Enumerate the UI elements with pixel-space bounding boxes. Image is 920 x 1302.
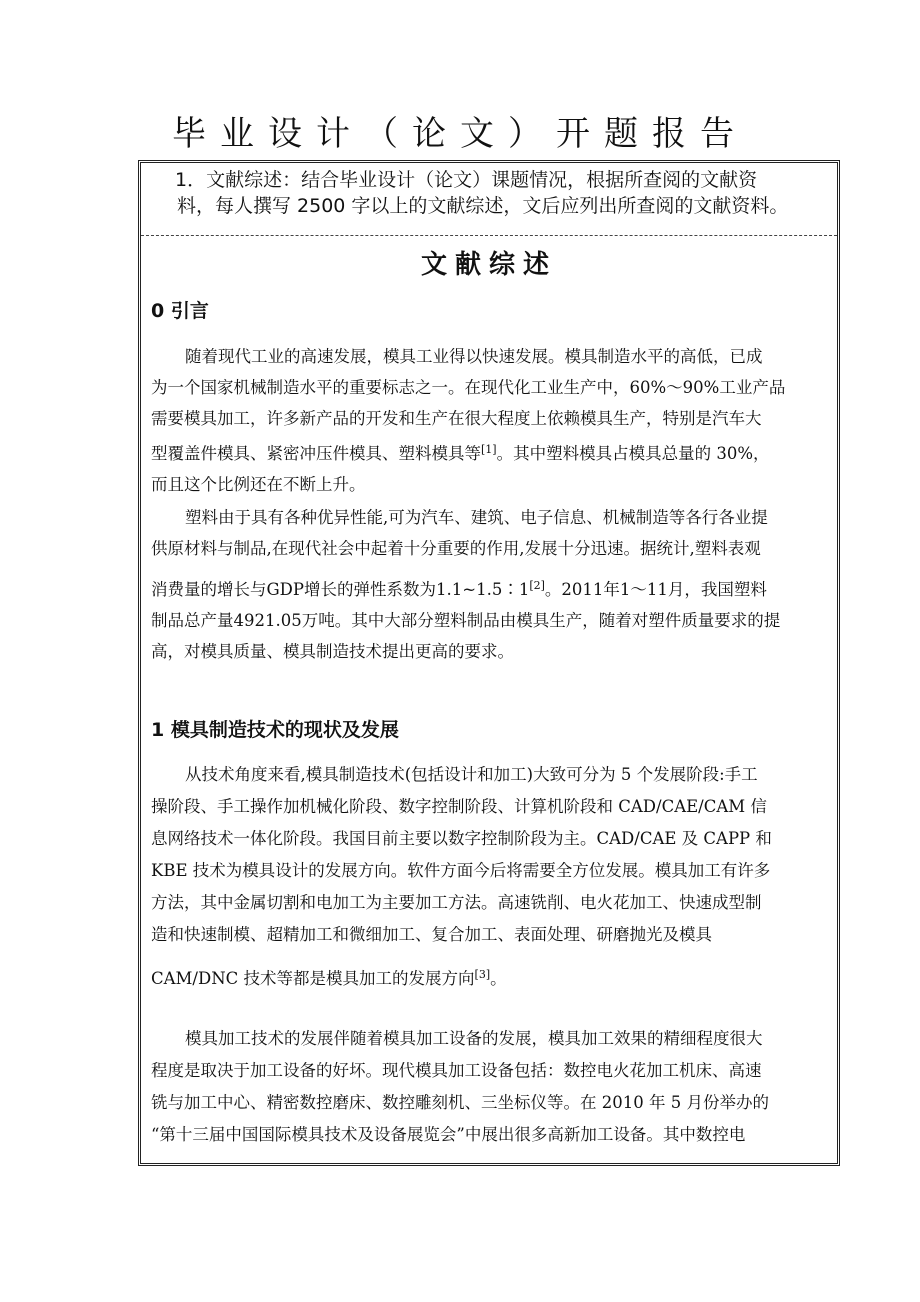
text-line: 方法，其中金属切割和电加工为主要加工方法。高速铣削、电火花加工、快速成型制 [151,893,762,912]
report-frame [138,160,840,1166]
text-line: 需要模具加工，许多新产品的开发和生产在很大程度上依赖模具生产，特别是汽车大 [151,409,762,428]
text-line: 造和快速制模、超精加工和微细加工、复合加工、表面处理、研磨抛光及模具 [151,925,712,944]
text-segment: CAM/DNC 技术等都是模具加工的发展方向 [151,969,475,988]
text-line: “第十三届中国国际模具技术及设备展览会”中展出很多高新加工设备。其中数控电 [151,1125,746,1144]
text-line [151,434,829,469]
text-line: 从技术角度来看,模具制造技术(包括设计和加工)大致可分为 5 个发展阶段:手工 [185,765,758,784]
paragraph-section1-2 [151,1023,829,1151]
text-line: 铣与加工中心、精密数控磨床、数控雕刻机、三坐标仪等。在 2010 年 5 月份举办的 [151,1093,769,1112]
text-line: 制品总产量4921.05万吨。其中大部分塑料制品由模具生产，随着对塑件质量要求的提 [151,611,781,630]
citation-3: [3] [474,968,491,981]
text-line: 模具加工技术的发展伴随着模具加工设备的发展，模具加工效果的精细程度很大 [185,1029,763,1048]
text-line: 息网络技术一体化阶段。我国目前主要以数字控制阶段为主。CAD/CAE 及 CAPP 和 [151,829,772,848]
text-segment: 型覆盖件模具、紧密冲压件模具、塑料模具等 [151,444,481,463]
section-heading-intro: 0 引言 [151,300,209,322]
instruction-text [151,167,831,219]
text-segment: 。 [490,969,507,988]
text-line: 为一个国家机械制造水平的重要标志之一。在现代化工业生产中，60%～90%工业产品 [151,378,786,397]
text-segment: 消费量的增长与GDP增长的弹性系数为1.1~1.5∶1 [151,580,530,599]
text-line: 操阶段、手工操作加机械化阶段、数字控制阶段、计算机阶段和 CAD/CAE/CAM 信 [151,797,767,816]
paragraph-intro-1 [151,341,829,500]
citation-1: [1] [481,443,497,456]
dashed-divider [141,235,837,236]
text-line: 高，对模具质量、模具制造技术提出更高的要求。 [151,642,514,661]
instruction-line: 料，每人撰写 2500 字以上的文献综述，文后应列出所查阅的文献资料。 [177,195,789,217]
text-line: KBE 技术为模具设计的发展方向。软件方面今后将需要全方位发展。模具加工有许多 [151,861,771,880]
text-line: 随着现代工业的高速发展，模具工业得以快速发展。模具制造水平的高低，已成 [185,347,763,366]
text-line: 程度是取决于加工设备的好坏。现代模具加工设备包括：数控电火花加工机床、高速 [151,1061,762,1080]
paragraph-section1-1 [151,759,829,995]
text-line [151,570,829,605]
paragraph-intro-2 [151,502,829,667]
citation-2: [2] [529,579,545,592]
section-heading-1: 1 模具制造技术的现状及发展 [151,719,399,741]
text-line [151,959,829,995]
text-segment: 。其中塑料模具占模具总量的 30%， [496,444,770,463]
review-title: 文献综述 [420,250,557,280]
text-line: 而且这个比例还在不断上升。 [151,475,366,494]
text-line: 供原材料与制品,在现代社会中起着十分重要的作用,发展十分迅速。据统计,塑料表观 [151,539,761,558]
instruction-line: 1．文献综述：结合毕业设计（论文）课题情况，根据所查阅的文献资 [175,169,758,191]
text-segment: 。2011年1～11月，我国塑料 [544,580,767,599]
text-line: 塑料由于具有各种优异性能,可为汽车、建筑、电子信息、机械制造等各行各业提 [185,508,768,527]
document-title: 毕业设计（论文）开题报告 [172,114,748,154]
